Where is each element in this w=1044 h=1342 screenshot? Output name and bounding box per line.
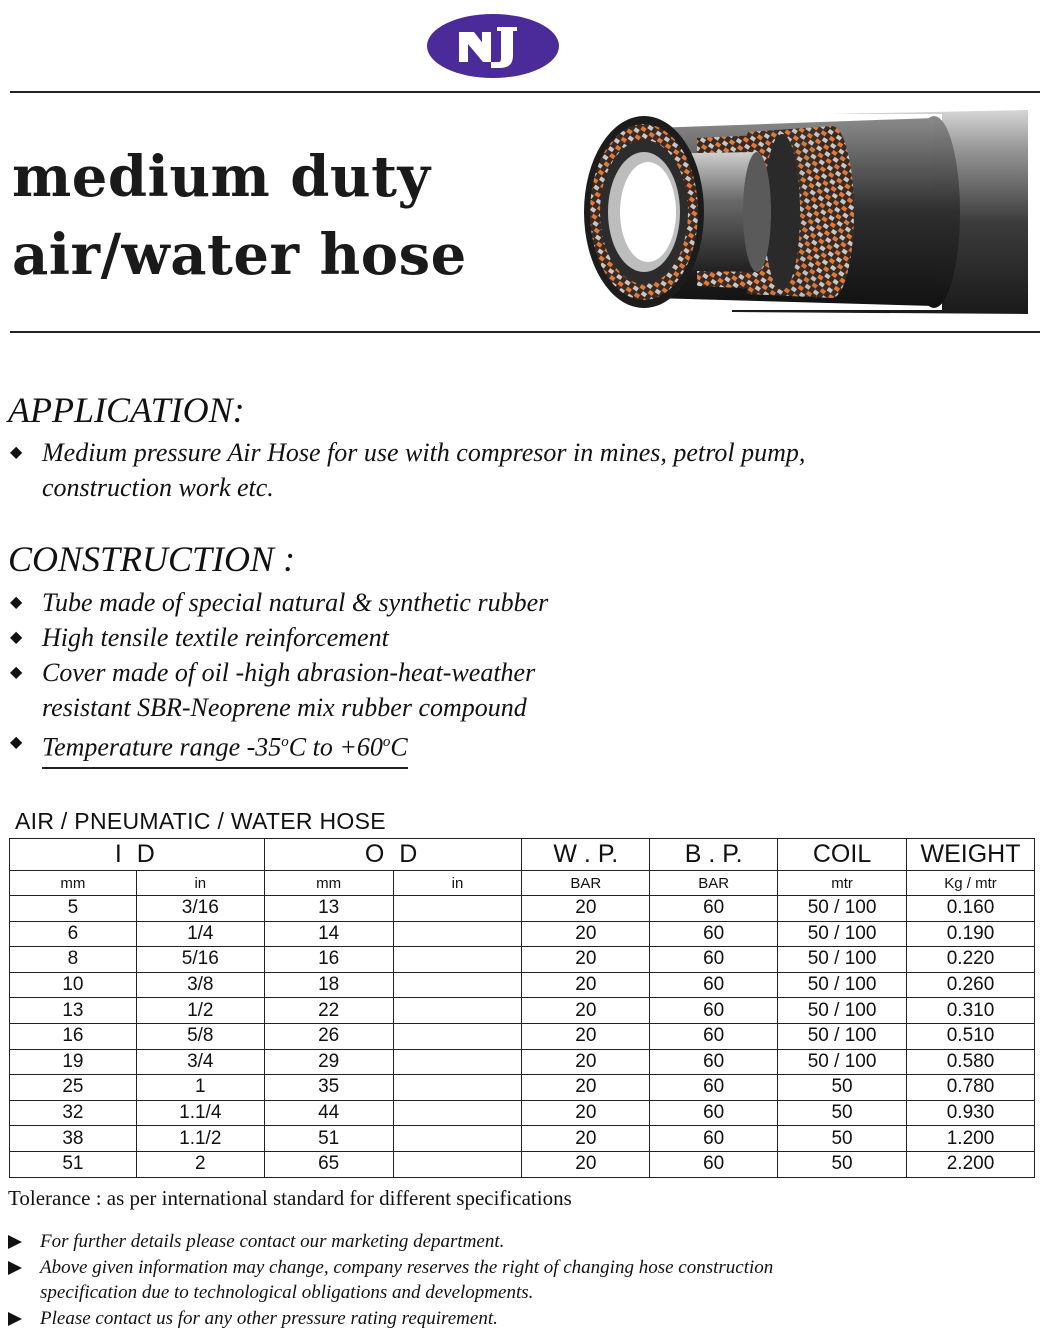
table-cell: 20 [522, 921, 650, 947]
list-item: ◆ Medium pressure Air Hose for use with compresor in mines, petrol pump, [8, 435, 805, 470]
table-cell: 19 [10, 1049, 137, 1075]
unit-cell: in [136, 871, 264, 896]
table-cell: 51 [264, 1126, 393, 1152]
table-cell: 60 [650, 896, 778, 922]
title-line-1: medium duty [12, 144, 431, 210]
table-row [10, 998, 1035, 1024]
table-cell: 50 / 100 [778, 921, 907, 947]
table-cell: 14 [264, 921, 393, 947]
table-cell [393, 896, 522, 922]
table-cell: 50 [778, 1075, 907, 1101]
table-cell: 1.1/2 [136, 1126, 264, 1152]
table-cell: 13 [264, 896, 393, 922]
table-cell: 20 [522, 1100, 650, 1126]
note-item: Please contact us for any other pressure rating requirement. [8, 1306, 773, 1332]
table-cell: 2.200 [907, 1151, 1035, 1177]
note-item-continuation: specification due to technological obligations and developments. [40, 1282, 534, 1303]
table-cell: 60 [650, 1075, 778, 1101]
table-cell [393, 921, 522, 947]
table-title: AIR / PNEUMATIC / WATER HOSE [15, 808, 386, 834]
header-bottom-rule [10, 331, 1040, 333]
construction-list [8, 585, 548, 769]
table-cell: 60 [650, 1023, 778, 1049]
table-cell: 1.1/4 [136, 1100, 264, 1126]
table-cell: 13 [10, 998, 137, 1024]
hose-spec-table [9, 838, 1035, 1178]
table-cell: 1.200 [907, 1126, 1035, 1152]
bullet-diamond-icon: ◆ [10, 594, 23, 611]
top-rule [10, 91, 1040, 93]
table-cell: 1 [136, 1075, 264, 1101]
table-cell: 65 [264, 1151, 393, 1177]
table-row [10, 1100, 1035, 1126]
table-cell: 3/16 [136, 896, 264, 922]
table-cell: 51 [10, 1151, 137, 1177]
table-row [10, 921, 1035, 947]
table-cell: 1/4 [136, 921, 264, 947]
application-list [8, 435, 805, 505]
table-cell: 16 [10, 1023, 137, 1049]
temperature-range: Temperature range -35$^o$C to $+60^oC$ [42, 725, 408, 769]
temperature-item [8, 725, 548, 769]
list-item-continuation: construction work etc. [42, 473, 274, 502]
units-row [10, 871, 1035, 896]
bullet-diamond-icon: ◆ [10, 629, 23, 646]
arrow-right-icon [8, 1261, 22, 1275]
construction-heading: CONSTRUCTION : [8, 539, 296, 579]
table-cell: 0.930 [907, 1100, 1035, 1126]
table-row [10, 1023, 1035, 1049]
table-row [10, 947, 1035, 973]
table-cell: 0.160 [907, 896, 1035, 922]
note-item: For further details please contact our marketing department. [8, 1229, 773, 1255]
unit-cell: in [393, 871, 522, 896]
table-row [10, 1151, 1035, 1177]
table-cell: 25 [10, 1075, 137, 1101]
table-cell [393, 972, 522, 998]
arrow-right-icon [8, 1235, 22, 1249]
footer-notes [8, 1229, 773, 1331]
table-cell [393, 1075, 522, 1101]
table-cell: 38 [10, 1126, 137, 1152]
table-cell: 50 / 100 [778, 1049, 907, 1075]
table-cell: 8 [10, 947, 137, 973]
table-cell: 20 [522, 998, 650, 1024]
table-cell: 50 / 100 [778, 947, 907, 973]
bullet-diamond-icon: ◆ [10, 664, 23, 681]
unit-cell: BAR [650, 871, 778, 896]
table-cell: 0.260 [907, 972, 1035, 998]
unit-cell: mtr [778, 871, 907, 896]
table-cell: 0.780 [907, 1075, 1035, 1101]
bullet-diamond-icon: ◆ [10, 444, 23, 461]
table-cell: 60 [650, 947, 778, 973]
unit-cell: Kg / mtr [907, 871, 1035, 896]
table-row [10, 896, 1035, 922]
table-cell: 60 [650, 1126, 778, 1152]
table-cell: 50 / 100 [778, 998, 907, 1024]
table-cell [393, 947, 522, 973]
list-item: ◆ High tensile textile reinforcement [8, 620, 548, 655]
table-cell: 3/4 [136, 1049, 264, 1075]
title-line-2: air/water hose [12, 222, 467, 288]
table-cell [393, 1126, 522, 1152]
table-row [10, 1049, 1035, 1075]
table-cell: 60 [650, 1100, 778, 1126]
table-cell: 32 [10, 1100, 137, 1126]
arrow-right-icon [8, 1312, 22, 1326]
table-cell: 60 [650, 998, 778, 1024]
header-bp: B . P. [650, 839, 778, 871]
table-cell [393, 1023, 522, 1049]
table-cell: 6 [10, 921, 137, 947]
table-cell [393, 1151, 522, 1177]
bullet-diamond-icon: ◆ [10, 734, 23, 751]
table-cell: 29 [264, 1049, 393, 1075]
table-cell: 26 [264, 1023, 393, 1049]
table-cell: 44 [264, 1100, 393, 1126]
table-cell: 20 [522, 1049, 650, 1075]
table-cell: 0.580 [907, 1049, 1035, 1075]
header-id: I D [10, 839, 265, 871]
table-cell: 0.190 [907, 921, 1035, 947]
table-cell: 50 [778, 1126, 907, 1152]
table-cell: 60 [650, 921, 778, 947]
table-cell: 20 [522, 896, 650, 922]
table-row [10, 972, 1035, 998]
table-cell: 60 [650, 972, 778, 998]
table-cell [393, 1100, 522, 1126]
header-row [10, 839, 1035, 871]
table-cell: 20 [522, 1023, 650, 1049]
note-item: Above given information may change, company reserves the right of changing hose construction [8, 1255, 773, 1281]
header-weight: WEIGHT [907, 839, 1035, 871]
table-cell: 60 [650, 1049, 778, 1075]
table-cell: 50 / 100 [778, 1023, 907, 1049]
table-cell: 50 / 100 [778, 972, 907, 998]
table-cell: 20 [522, 1075, 650, 1101]
hose-cutaway-image [582, 108, 1034, 320]
table-cell: 0.220 [907, 947, 1035, 973]
page-title [12, 138, 467, 294]
list-item-continuation: resistant SBR-Neoprene mix rubber compound [42, 693, 527, 722]
table-cell: 1/2 [136, 998, 264, 1024]
table-cell: 20 [522, 972, 650, 998]
table-row [10, 1126, 1035, 1152]
table-cell: 5 [10, 896, 137, 922]
table-cell: 60 [650, 1151, 778, 1177]
table-cell [393, 998, 522, 1024]
table-row [10, 1075, 1035, 1101]
application-heading: APPLICATION: [8, 390, 245, 430]
table-cell [393, 1049, 522, 1075]
header-od: O D [264, 839, 522, 871]
table-cell: 0.510 [907, 1023, 1035, 1049]
nj-logo [425, 12, 561, 80]
table-cell: 5/8 [136, 1023, 264, 1049]
table-cell: 18 [264, 972, 393, 998]
table-cell: 35 [264, 1075, 393, 1101]
table-cell: 20 [522, 947, 650, 973]
table-cell: 50 / 100 [778, 896, 907, 922]
table-cell: 3/8 [136, 972, 264, 998]
table-cell: 50 [778, 1100, 907, 1126]
tolerance-note: Tolerance : as per international standard for different specifications [8, 1186, 572, 1210]
table-cell: 10 [10, 972, 137, 998]
header-wp: W . P. [522, 839, 650, 871]
table-cell: 22 [264, 998, 393, 1024]
table-cell: 16 [264, 947, 393, 973]
table-cell: 50 [778, 1151, 907, 1177]
table-cell: 20 [522, 1126, 650, 1152]
unit-cell: BAR [522, 871, 650, 896]
table-cell: 2 [136, 1151, 264, 1177]
table-cell: 0.310 [907, 998, 1035, 1024]
list-item: ◆ Tube made of special natural & synthetic rubber [8, 585, 548, 620]
header-coil: COIL [778, 839, 907, 871]
unit-cell: mm [10, 871, 137, 896]
table-cell: 20 [522, 1151, 650, 1177]
list-item: ◆ Cover made of oil -high abrasion-heat-weather [8, 655, 548, 690]
table-cell: 5/16 [136, 947, 264, 973]
unit-cell: mm [264, 871, 393, 896]
